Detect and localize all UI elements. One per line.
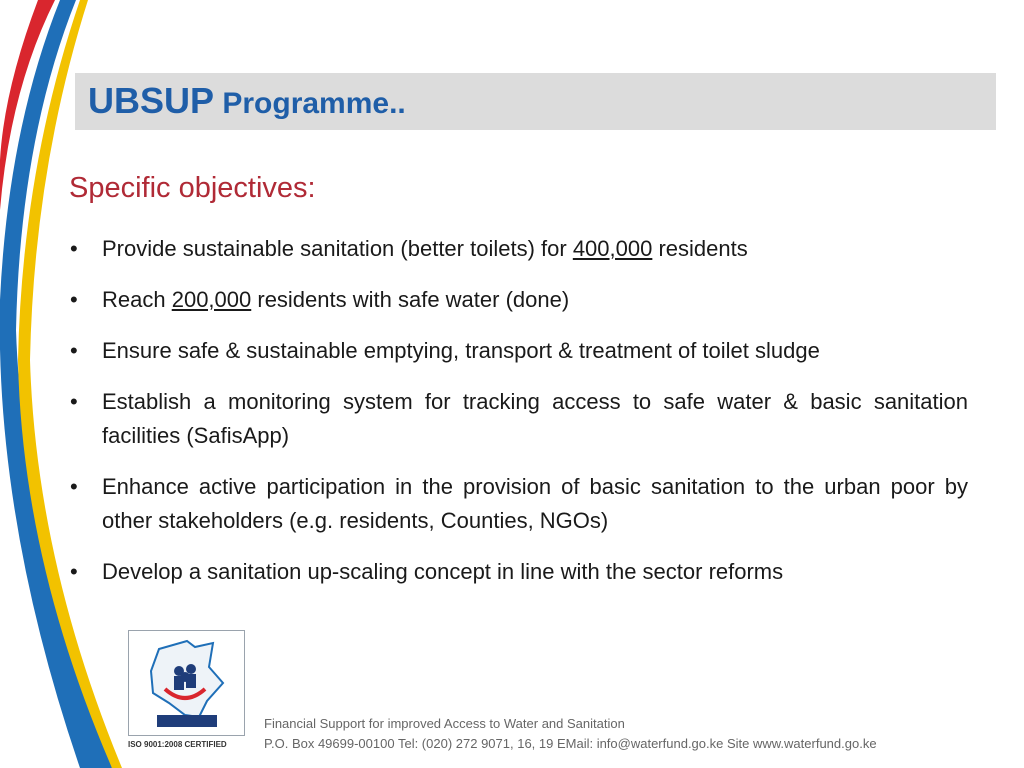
objective-text: Provide sustainable sanitation (better toilets) for bbox=[102, 236, 573, 261]
iso-certification: ISO 9001:2008 CERTIFIED bbox=[128, 740, 227, 749]
footer-line-1: Financial Support for improved Access to Water and Sanitation bbox=[264, 716, 625, 731]
page-title bbox=[88, 81, 406, 129]
objective-emphasis: 400,000 bbox=[572, 236, 653, 261]
objective-text-after: residents bbox=[652, 236, 748, 261]
objectives-list bbox=[70, 232, 968, 606]
objective-text-after: residents with safe water (done) bbox=[251, 287, 570, 312]
objective-emphasis: 200,000 bbox=[171, 287, 252, 312]
list-item bbox=[70, 232, 968, 266]
title-bar bbox=[75, 73, 996, 130]
title-main: UBSUP bbox=[88, 80, 215, 121]
footer-line-2: P.O. Box 49699-00100 Tel: (020) 272 9071, 16, 19 EMail: info@waterfund.go.ke Site www.waterfund.go.ke bbox=[264, 736, 877, 751]
list-item bbox=[70, 385, 968, 453]
objective-text: Establish a monitoring system for tracking access to safe water & basic sanitation facilities (SafisApp) bbox=[102, 389, 968, 448]
bullet-icon: • bbox=[70, 338, 78, 363]
bullet-icon: • bbox=[70, 287, 78, 312]
section-heading: Specific objectives: bbox=[69, 172, 316, 204]
footer bbox=[264, 714, 877, 754]
list-item bbox=[70, 555, 968, 589]
bullet-icon: • bbox=[70, 389, 78, 414]
kenya-map-icon bbox=[129, 631, 244, 735]
water-sector-trust-fund-logo bbox=[128, 630, 245, 736]
bullet-icon: • bbox=[70, 559, 78, 584]
objective-text: Ensure safe & sustainable emptying, transport & treatment of toilet sludge bbox=[102, 338, 820, 363]
list-item bbox=[70, 283, 968, 317]
objective-text: Develop a sanitation up-scaling concept in line with the sector reforms bbox=[102, 559, 784, 584]
list-item bbox=[70, 334, 968, 368]
objective-text: Enhance active participation in the provision of basic sanitation to the urban poor by other stakeholders (e.g. residents, Counties, NGOs) bbox=[102, 474, 968, 533]
objective-text: Reach bbox=[102, 287, 172, 312]
list-item bbox=[70, 470, 968, 538]
bullet-icon: • bbox=[70, 236, 78, 261]
bullet-icon: • bbox=[70, 474, 78, 499]
title-rest: Programme.. bbox=[214, 87, 406, 120]
